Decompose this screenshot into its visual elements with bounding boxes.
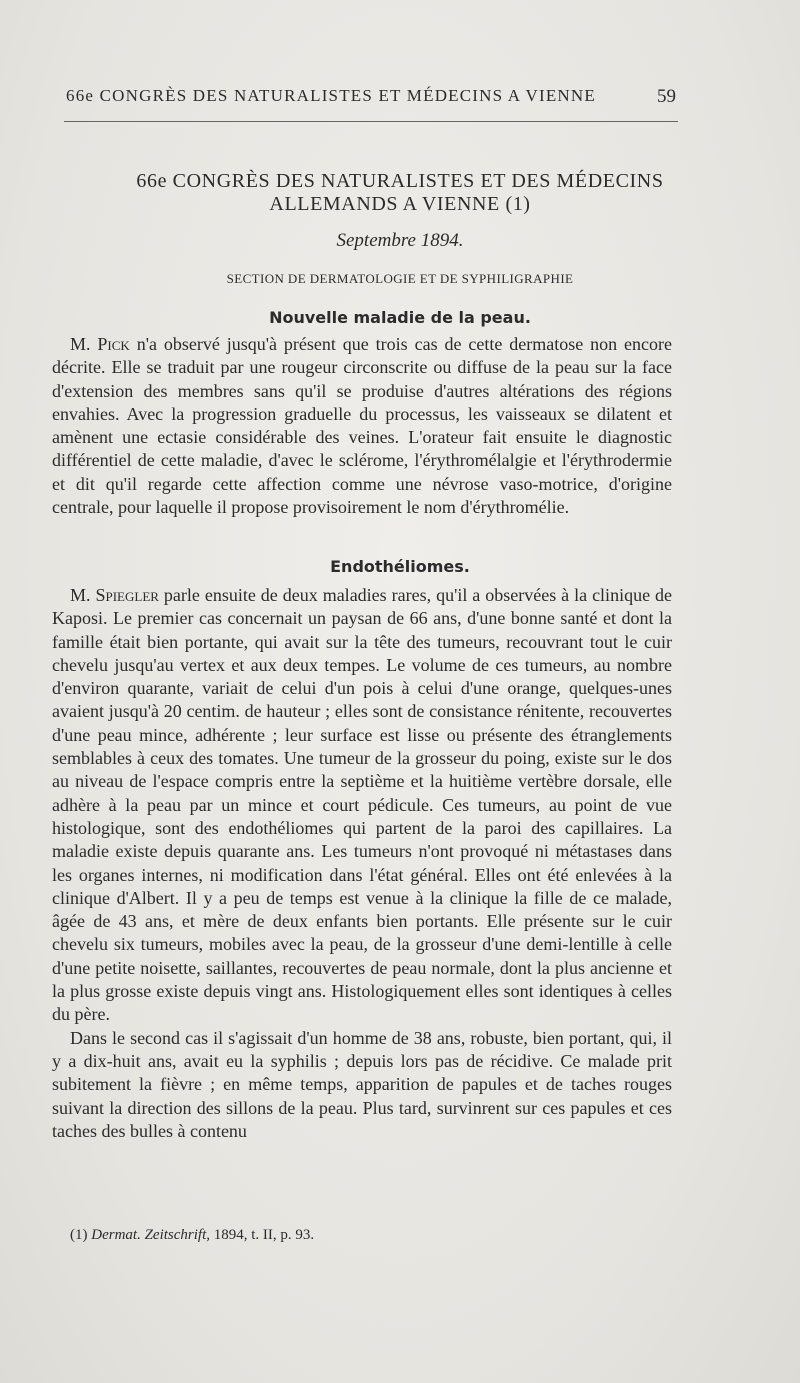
speaker-name: Spiegler [95,585,159,605]
footnote-marker: (1) [70,1227,88,1243]
paragraph-text: parle ensuite de deux maladies rares, qu'il a observées à la clinique de Kaposi. Le premier cas concernait un paysan de 66 ans, d'une bonne santé et dont la famille était bien portante, qui avait sur la tête des tumeurs, recouvrant tout le cuir chevelu jusqu'au vertex et aux deux tempes. Le volume de ces tumeurs, au nombre d'environ quarante, variait de celui d'un pois à celui d'une orange, quelques-unes avaient jusqu'à 20 centim. de hauteur ; elles sont de consistance rénitente, recouvertes d'une peau mince, adhérente ; leur surface est lisse ou présente des étranglements semblables à ceux des tomates. Une tumeur de la grosseur du poing, existe sur le dos au niveau de l'espace compris entre la septième et la huitième vertèbre dorsale, elle adhère à la peau par un mince et court pédicule. Ces tumeurs, au point de vue histologique, sont des endothéliomes qui partent de la paroi des capillaires. La maladie existe depuis quarante ans. Les tumeurs n'ont provoqué ni métastases dans les organes internes, ni modification dans l'état général. Elles ont été enlevées à la clinique d'Albert. Il y a peu de temps est venue à la clinique la fille de ce malade, âgée de 43 ans, et mère de deux enfants bien portants. Elle présente sur le cuir chevelu six tumeurs, mobiles avec la peau, de la grosseur d'une demi-lentille à celle d'une petite noisette, saillantes, recouvertes de peau normale, dont la plus ancienne et la plus grosse existe depuis vingt ans. Histologiquement elles sont identiques à celles du père. [52,585,673,1025]
section-heading: SECTION DE DERMATOLOGIE ET DE SYPHILIGRAPHIE [226,271,574,286]
footnote-citation: 1894, t. II, p. 93. [213,1227,315,1243]
subsection-heading-1: Nouvelle maladie de la peau. [269,308,531,327]
article-title-line2: ALLEMANDS A VIENNE (1) [269,193,531,215]
paragraph-text-continued: Dans le second cas il s'agissait d'un homme de 38 ans, robuste, bien portant, qui, il y a dix-huit ans, avait eu la syphilis ; depuis lors pas de récidive. Ce malade prit subitement la fièvre ; en même temps, apparition de papules et de taches rouges suivant la direction des sillons de la peau. Plus tard, survinrent sur ces papules et ces taches des bulles à contenu [52,1027,672,1141]
header-rule [64,121,678,122]
running-title: 66e CONGRÈS DES NATURALISTES ET MÉDECINS A VIENNE [66,86,596,105]
paragraph-1 [52,333,672,519]
subsection-heading-2: Endothéliomes. [330,557,470,576]
speaker-prefix: M. [70,585,91,605]
article-title-line1: 66e CONGRÈS DES NATURALISTES ET DES MÉDECINS [136,170,664,192]
paragraph-2 [52,584,672,1143]
article-date: Septembre 1894. [336,230,464,251]
footnote-journal: Dermat. Zeitschrift, [91,1227,210,1243]
page-number: 59 [657,86,676,107]
speaker-name: Pick [97,334,130,354]
paragraph-text: n'a observé jusqu'à présent que trois cas de cette dermatose non encore décrite. Elle se traduit par une rougeur circonscrite ou diffuse de la peau sur la face d'extension des membres sans qu'il se produise d'autres altérations des régions envahies. Avec la progression graduelle du processus, les vaisseaux se dilatent et amènent une ectasie considérable des veines. L'orateur fait ensuite le diagnostic différentiel de cette maladie, d'avec le sclérome, l'érythromélalgie et l'érythrodermie et dit qu'il regarde cette affection comme une névrose vaso-motrice, d'origine centrale, pour laquelle il propose provisoirement le nom d'érythromélie. [52,334,672,518]
running-header [66,86,676,106]
speaker-prefix: M. [70,334,91,354]
footnote [70,1227,314,1244]
